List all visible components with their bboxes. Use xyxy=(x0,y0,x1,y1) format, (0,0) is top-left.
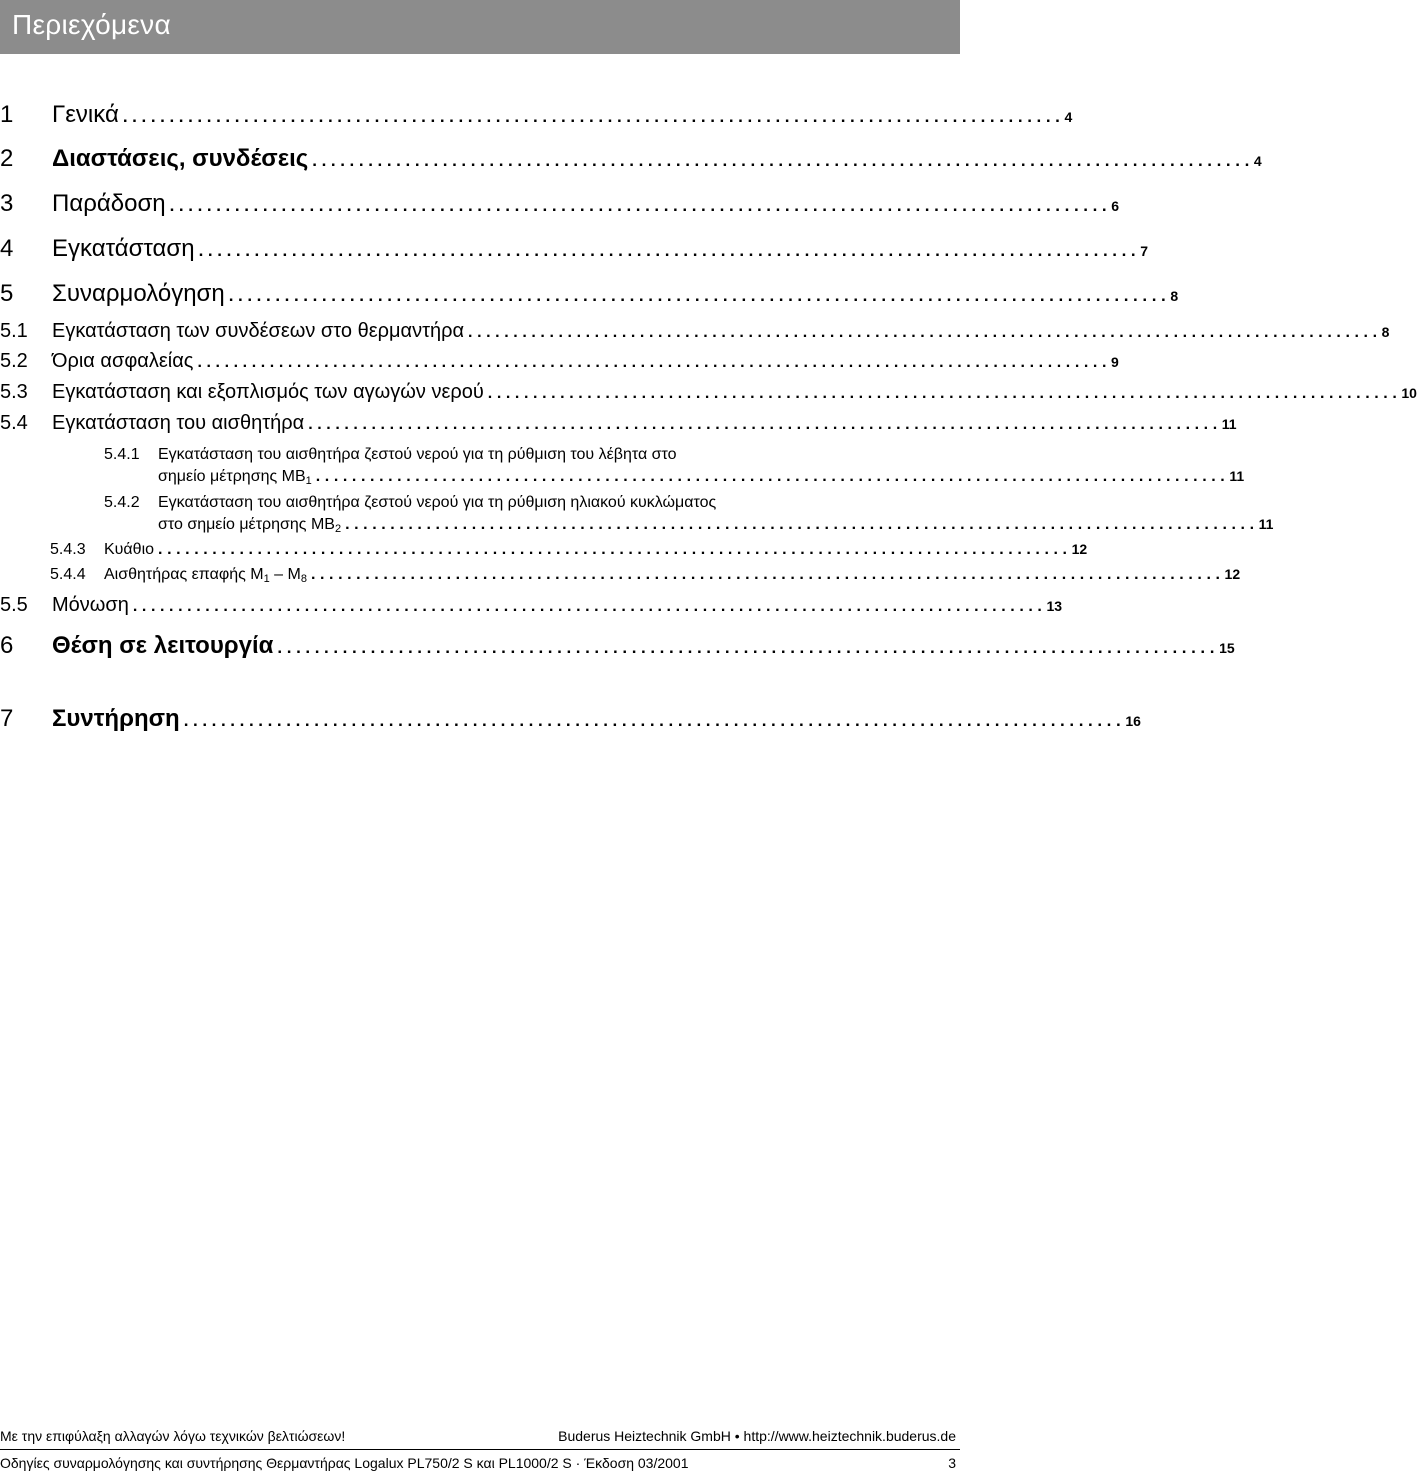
section-header-bar xyxy=(0,0,960,54)
footer-divider xyxy=(0,1449,960,1450)
toc-number: 6 xyxy=(0,632,14,659)
toc-page: 12 xyxy=(1224,566,1241,582)
toc-page: 11 xyxy=(1258,516,1274,532)
toc-title: Διαστάσεις, συνδέσεις xyxy=(52,145,309,172)
toc-title-part: – M xyxy=(269,566,301,583)
toc-page: 8 xyxy=(1381,324,1390,340)
toc-title: Κυάθιο xyxy=(104,541,155,558)
toc-entry-5-4-3[interactable] xyxy=(0,541,1088,559)
toc-number: 3 xyxy=(0,190,14,217)
toc-number: 5.1 xyxy=(0,320,28,342)
footer-page-number: 3 xyxy=(948,1455,956,1471)
toc-number: 2 xyxy=(0,145,14,172)
toc-page: 4 xyxy=(1253,153,1262,169)
toc-page: 9 xyxy=(1111,354,1119,370)
toc-number: 5.3 xyxy=(0,381,28,403)
toc-title-continued xyxy=(158,516,341,535)
toc-title xyxy=(104,566,307,585)
toc-entry-5-2[interactable] xyxy=(0,350,1119,373)
footer-notice: Με την επιφύλαξη αλλαγών λόγω τεχνικών βελτιώσεων! xyxy=(0,1428,346,1444)
toc-page: 13 xyxy=(1046,598,1063,614)
toc-leader-dots: ..................................................................................................... xyxy=(312,151,1254,170)
toc-page: 10 xyxy=(1401,385,1417,401)
toc-leader-dots: ..................................................................................................... xyxy=(198,241,1141,260)
toc-entry-4[interactable] xyxy=(0,235,1149,263)
toc-title: Εγκατάσταση και εξοπλισμός των αγωγών νερού xyxy=(52,381,484,403)
toc-number: 4 xyxy=(0,235,14,262)
toc-page: 7 xyxy=(1140,243,1149,259)
toc-leader-dots: ..................................................................................................... xyxy=(183,711,1126,730)
toc-number: 5.4.3 xyxy=(50,541,86,558)
toc-number: 5.4.2 xyxy=(104,494,140,511)
toc-title: Θέση σε λειτουργία xyxy=(52,632,274,659)
toc-entry-5-3[interactable] xyxy=(0,381,1417,404)
toc-title: Εγκατάσταση xyxy=(52,235,195,262)
toc-subscript: 1 xyxy=(305,475,312,487)
toc-number: 1 xyxy=(0,101,14,128)
toc-page: 8 xyxy=(1170,288,1179,304)
toc-page: 11 xyxy=(1221,416,1237,432)
toc-entry-5-1[interactable] xyxy=(0,320,1390,343)
toc-title-line2: σημείο μέτρησης MB xyxy=(158,468,306,485)
footer-document-title: Οδηγίες συναρμολόγησης και συντήρησης Θερμαντήρας Logalux PL750/2 S και PL1000/2 S · Έκδοση 03/2001 xyxy=(0,1455,689,1471)
toc-entry-5-5[interactable] xyxy=(0,594,1063,617)
toc-entry-2[interactable] xyxy=(0,145,1262,173)
toc-leader-dots: ..................................................................................................... xyxy=(315,468,1230,485)
toc-leader-dots: ..................................................................................................... xyxy=(122,107,1065,126)
toc-leader-dots: ..................................................................................................... xyxy=(345,516,1259,533)
toc-title: Συντήρηση xyxy=(52,705,180,732)
toc-page: 12 xyxy=(1071,541,1088,557)
toc-entry-5-4-1[interactable] xyxy=(158,468,1245,487)
toc-number: 5.4 xyxy=(0,412,28,434)
toc-page: 4 xyxy=(1064,109,1073,125)
toc-leader-dots: ..................................................................................................... xyxy=(169,196,1112,215)
toc-leader-dots: ..................................................................................................... xyxy=(132,598,1047,615)
toc-title: Μόνωση xyxy=(52,594,129,616)
toc-page: 15 xyxy=(1219,640,1235,656)
toc-title: Εγκατάσταση του αισθητήρα ζεστού νερού για τη ρύθμιση ηλιακού κυκλώματος xyxy=(158,494,717,511)
toc-title: Παράδοση xyxy=(52,190,166,217)
toc-title: Γενικά xyxy=(52,101,119,128)
toc-leader-dots: ..................................................................................................... xyxy=(468,324,1382,341)
toc-title: Εγκατάσταση του αισθητήρα xyxy=(52,412,305,434)
toc-leader-dots: ..................................................................................................... xyxy=(308,416,1222,433)
section-title: Περιεχόμενα xyxy=(12,9,171,40)
toc-title-line2: στο σημείο μέτρησης MB xyxy=(158,516,335,533)
toc-subscript: 2 xyxy=(334,523,342,535)
footer-company: Buderus Heiztechnik GmbH • http://www.heiztechnik.buderus.de xyxy=(558,1428,956,1444)
toc-number: 5.4.4 xyxy=(50,566,86,583)
toc-title-continued xyxy=(158,468,312,487)
toc-entry-3[interactable] xyxy=(0,190,1120,218)
toc-leader-dots: ..................................................................................................... xyxy=(158,541,1072,558)
toc-page: 6 xyxy=(1111,198,1120,214)
toc-leader-dots: ..................................................................................................... xyxy=(277,638,1220,657)
toc-entry-5-4[interactable] xyxy=(0,412,1237,435)
toc-number: 7 xyxy=(0,705,14,732)
toc-subscript: 8 xyxy=(300,573,307,585)
toc-title: Εγκατάσταση του αισθητήρα ζεστού νερού για τη ρύθμιση του λέβητα στο xyxy=(158,446,677,463)
toc-title-part: Αισθητήρας επαφής M xyxy=(104,566,264,583)
toc-number: 5.4.1 xyxy=(104,446,140,463)
toc-entry-5-4-4[interactable] xyxy=(0,566,1241,585)
toc-title: Συναρμολόγηση xyxy=(52,280,225,307)
toc-leader-dots: ..................................................................................................... xyxy=(228,286,1171,305)
toc-leader-dots: ..................................................................................................... xyxy=(487,385,1402,402)
toc-leader-dots: ..................................................................................................... xyxy=(197,354,1112,371)
toc-subscript: 1 xyxy=(263,573,270,585)
toc-title: Εγκατάσταση των συνδέσεων στο θερμαντήρα xyxy=(52,320,465,342)
toc-entry-1[interactable] xyxy=(0,101,1073,129)
toc-title: Όρια ασφαλείας xyxy=(52,350,194,372)
toc-number: 5.2 xyxy=(0,350,28,372)
toc-page: 11 xyxy=(1229,468,1245,484)
toc-entry-5[interactable] xyxy=(0,280,1179,308)
toc-entry-7[interactable] xyxy=(0,705,1141,733)
toc-page: 16 xyxy=(1125,713,1141,729)
toc-number: 5 xyxy=(0,280,14,307)
toc-number: 5.5 xyxy=(0,594,28,616)
toc-entry-6[interactable] xyxy=(0,632,1235,660)
toc-entry-5-4-2[interactable] xyxy=(158,516,1274,535)
toc-leader-dots: ..................................................................................................... xyxy=(310,566,1225,583)
